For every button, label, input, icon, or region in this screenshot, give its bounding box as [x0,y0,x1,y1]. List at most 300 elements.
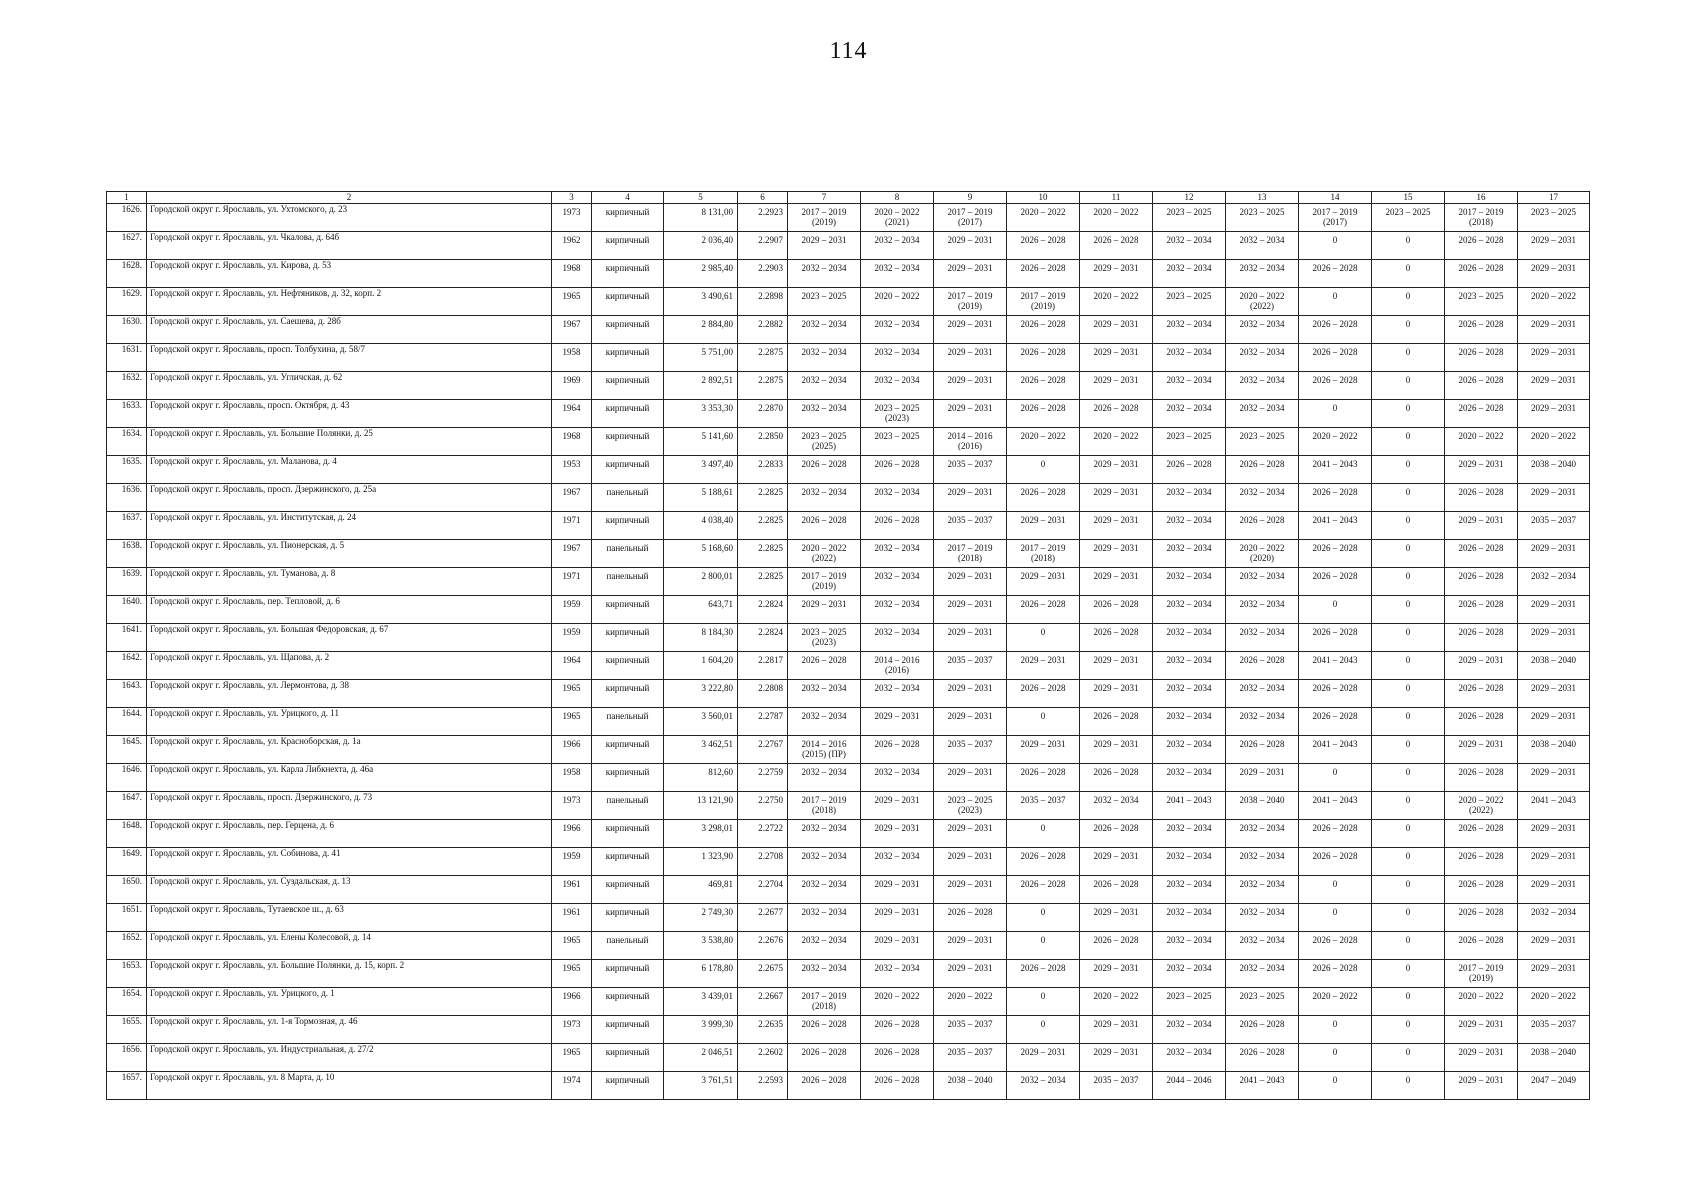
table-cell: 2026 – 2028 [1226,1044,1299,1072]
table-cell: 2 892,51 [664,372,738,400]
table-cell: 2026 – 2028 [1445,232,1518,260]
table-cell: 1631. [107,344,147,372]
table-cell: 2026 – 2028 [1080,932,1153,960]
table-cell: 2032 – 2034 [1153,820,1226,848]
table-cell: 2014 – 2016 (2015) (ПР) [788,736,861,764]
table-cell: 0 [1372,1072,1445,1100]
table-cell: 2032 – 2034 [1153,232,1226,260]
table-cell: Городской округ г. Ярославль, ул. Карла Либкнехта, д. 46а [147,764,552,792]
table-cell: 1656. [107,1044,147,1072]
table-cell: Городской округ г. Ярославль, ул. Индустриальная, д. 27/2 [147,1044,552,1072]
table-cell: кирпичный [592,512,664,540]
table-cell: 2032 – 2034 [1153,708,1226,736]
table-cell: 2032 – 2034 [861,960,934,988]
table-cell: 2032 – 2034 [861,680,934,708]
table-cell: 1967 [552,540,592,568]
column-header: 12 [1153,192,1226,204]
table-cell: 2017 – 2019 (2018) [1445,204,1518,232]
table-cell: 2032 – 2034 [788,848,861,876]
table-cell: панельный [592,568,664,596]
table-cell: 2026 – 2028 [1007,680,1080,708]
table-cell: 2032 – 2034 [1226,876,1299,904]
table-cell: 2.2593 [738,1072,788,1100]
table-cell: 0 [1372,708,1445,736]
table-cell: 2.2750 [738,792,788,820]
table-cell: 2032 – 2034 [1226,960,1299,988]
table-cell: 2026 – 2028 [1299,960,1372,988]
table-cell: 2026 – 2028 [1445,848,1518,876]
page-number: 114 [829,38,868,64]
table-cell: Городской округ г. Ярославль, ул. Маланова, д. 4 [147,456,552,484]
table-cell: панельный [592,540,664,568]
table-cell: Городской округ г. Ярославль, ул. Туманова, д. 8 [147,568,552,596]
table-cell: 2020 – 2022 [1518,428,1590,456]
table-cell: 2026 – 2028 [1007,596,1080,624]
table-cell: 2026 – 2028 [1445,400,1518,428]
table-cell: 2032 – 2034 [788,932,861,960]
table-cell: 2032 – 2034 [1153,260,1226,288]
table-cell: 3 298,01 [664,820,738,848]
table-body [107,204,1590,1100]
table-cell: 2032 – 2034 [788,708,861,736]
table-cell: Городской округ г. Ярославль, ул. Угличская, д. 62 [147,372,552,400]
table-cell: 2029 – 2031 [1518,680,1590,708]
table-cell: 2026 – 2028 [1299,260,1372,288]
table-cell: 2026 – 2028 [1080,624,1153,652]
table-cell: 8 184,30 [664,624,738,652]
table-cell: 2041 – 2043 [1518,792,1590,820]
table-cell: Городской округ г. Ярославль, ул. Большая Федоровская, д. 67 [147,624,552,652]
table-cell: 2035 – 2037 [1080,1072,1153,1100]
table-cell: 2032 – 2034 [861,540,934,568]
table-row [107,1044,1590,1072]
table-cell: 1959 [552,848,592,876]
table-cell: кирпичный [592,736,664,764]
table-cell: 2026 – 2028 [788,652,861,680]
table-cell: 2032 – 2034 [1153,680,1226,708]
table-cell: 2038 – 2040 [934,1072,1007,1100]
table-cell: 2017 – 2019 (2019) [1445,960,1518,988]
table-cell: 2029 – 2031 [861,708,934,736]
table-cell: 2.2602 [738,1044,788,1072]
table-cell: 2026 – 2028 [1007,372,1080,400]
table-cell: 2032 – 2034 [1226,708,1299,736]
table-cell: 0 [1007,456,1080,484]
table-cell: 2029 – 2031 [1518,624,1590,652]
table-row [107,232,1590,260]
table-cell: 2032 – 2034 [1153,624,1226,652]
table-cell: 1966 [552,736,592,764]
table-cell: 1968 [552,428,592,456]
table-cell: 2.2704 [738,876,788,904]
table-row [107,428,1590,456]
table-cell: 2029 – 2031 [1518,820,1590,848]
table-cell: 1973 [552,1016,592,1044]
table-cell: 1962 [552,232,592,260]
table-cell: 0 [1372,540,1445,568]
table-cell: 2017 – 2019 (2018) [788,988,861,1016]
table-cell: панельный [592,932,664,960]
table-cell: 2029 – 2031 [1080,1044,1153,1072]
table-cell: 2032 – 2034 [788,904,861,932]
table-cell: 3 999,30 [664,1016,738,1044]
table-cell: 2017 – 2019 (2018) [934,540,1007,568]
table-cell: 1637. [107,512,147,540]
table-cell: кирпичный [592,232,664,260]
table-row [107,288,1590,316]
table-cell: 2.2824 [738,624,788,652]
table-cell: 2026 – 2028 [1299,484,1372,512]
table-cell: Городской округ г. Ярославль, ул. Институтская, д. 24 [147,512,552,540]
table-cell: 2026 – 2028 [788,1044,861,1072]
table-cell: 2032 – 2034 [1226,484,1299,512]
table-cell: 1643. [107,680,147,708]
table-cell: 2020 – 2022 [1299,428,1372,456]
table-cell: 2026 – 2028 [1299,344,1372,372]
table-cell: 1638. [107,540,147,568]
table-row [107,624,1590,652]
table-cell: 2017 – 2019 (2019) [1007,288,1080,316]
table-cell: 0 [1372,876,1445,904]
table-cell: 2029 – 2031 [1518,596,1590,624]
table-cell: 2029 – 2031 [1518,764,1590,792]
table-cell: 2026 – 2028 [1445,624,1518,652]
table-cell: 2032 – 2034 [788,316,861,344]
table-cell: 2020 – 2022 [1007,428,1080,456]
table-cell: 0 [1372,792,1445,820]
table-cell: 812,60 [664,764,738,792]
table-cell: 2026 – 2028 [1080,596,1153,624]
table-cell: 2.2667 [738,988,788,1016]
table-cell: 2026 – 2028 [861,456,934,484]
table-cell: 2023 – 2025 (2025) [788,428,861,456]
table-cell: 0 [1372,400,1445,428]
column-header: 4 [592,192,664,204]
table-cell: 2029 – 2031 [934,260,1007,288]
table-row [107,904,1590,932]
table-cell: 2041 – 2043 [1299,652,1372,680]
table-cell: 2.2635 [738,1016,788,1044]
table-cell: 2041 – 2043 [1299,456,1372,484]
table-cell: 2032 – 2034 [1153,400,1226,428]
table-cell: Городской округ г. Ярославль, просп. Толбухина, д. 58/7 [147,344,552,372]
table-cell: 2032 – 2034 [1226,232,1299,260]
table-cell: 1967 [552,316,592,344]
table-cell: 2029 – 2031 [861,792,934,820]
table-cell: 2029 – 2031 [1518,960,1590,988]
table-cell: 0 [1299,232,1372,260]
table-cell: 2026 – 2028 [1299,568,1372,596]
table-cell: 2032 – 2034 [1518,904,1590,932]
table-cell: 2029 – 2031 [934,848,1007,876]
table-cell: 2032 – 2034 [861,344,934,372]
table-cell: кирпичный [592,904,664,932]
table-cell: 5 751,00 [664,344,738,372]
table-cell: 2026 – 2028 [861,1072,934,1100]
table-cell: 2026 – 2028 [1226,652,1299,680]
table-cell: 2026 – 2028 [1226,456,1299,484]
table-cell: 2029 – 2031 [1080,848,1153,876]
table-cell: 2026 – 2028 [1007,848,1080,876]
table-cell: Городской округ г. Ярославль, ул. Урицкого, д. 1 [147,988,552,1016]
table-row [107,372,1590,400]
table-cell: 1640. [107,596,147,624]
table-cell: 2029 – 2031 [1518,400,1590,428]
table-cell: 2041 – 2043 [1299,512,1372,540]
column-header: 11 [1080,192,1153,204]
table-cell: 0 [1372,484,1445,512]
table-cell: 1650. [107,876,147,904]
table-cell: 2029 – 2031 [1080,904,1153,932]
table-cell: 0 [1007,904,1080,932]
table-cell: 2023 – 2025 [1445,288,1518,316]
table-cell: 2032 – 2034 [861,596,934,624]
table-cell: 1964 [552,652,592,680]
table-cell: 2026 – 2028 [1445,904,1518,932]
table-cell: 2032 – 2034 [1226,680,1299,708]
table-cell: 2023 – 2025 [861,428,934,456]
table-cell: 2.2808 [738,680,788,708]
table-cell: 1653. [107,960,147,988]
table-cell: 1645. [107,736,147,764]
table-cell: 2032 – 2034 [1153,540,1226,568]
table-cell: 0 [1299,1044,1372,1072]
table-cell: 2026 – 2028 [1007,232,1080,260]
table-cell: 2029 – 2031 [1518,484,1590,512]
table-cell: 3 353,30 [664,400,738,428]
table-cell: Городской округ г. Ярославль, ул. Собинова, д. 41 [147,848,552,876]
table-cell: 2.2759 [738,764,788,792]
table-cell: 0 [1007,1016,1080,1044]
table-cell: 1651. [107,904,147,932]
table-row [107,848,1590,876]
table-cell: 2029 – 2031 [1445,1044,1518,1072]
table-cell: 2020 – 2022 [861,288,934,316]
table-cell: 1647. [107,792,147,820]
table-cell: 2020 – 2022 [1518,288,1590,316]
table-cell: Городской округ г. Ярославль, ул. Большие Полянки, д. 15, корп. 2 [147,960,552,988]
table-cell: 2029 – 2031 [934,708,1007,736]
table-cell: 0 [1299,596,1372,624]
table-cell: 2017 – 2019 (2018) [788,792,861,820]
table-cell: 2032 – 2034 [861,316,934,344]
table-cell: 2020 – 2022 [861,988,934,1016]
table-cell: 2032 – 2034 [1226,344,1299,372]
table-cell: 1968 [552,260,592,288]
table-cell: 2029 – 2031 [788,596,861,624]
table-cell: 469,81 [664,876,738,904]
table-row [107,204,1590,232]
table-cell: 0 [1372,260,1445,288]
table-cell: 2032 – 2034 [1153,932,1226,960]
table-cell: 2020 – 2022 (2020) [1226,540,1299,568]
table-cell: 2 884,80 [664,316,738,344]
table-cell: 2 036,40 [664,232,738,260]
table-cell: 0 [1372,316,1445,344]
table-cell: 2026 – 2028 [788,456,861,484]
table-cell: 2032 – 2034 [788,764,861,792]
table-cell: 3 497,40 [664,456,738,484]
table-cell: 2029 – 2031 [1226,764,1299,792]
table-cell: 2032 – 2034 [1080,792,1153,820]
table-row [107,400,1590,428]
table-row [107,344,1590,372]
table-cell: 2029 – 2031 [1007,512,1080,540]
table-cell: 1655. [107,1016,147,1044]
table-cell: 2.2722 [738,820,788,848]
table-cell: 2032 – 2034 [1153,316,1226,344]
table-cell: 2032 – 2034 [788,260,861,288]
table-cell: 0 [1372,932,1445,960]
table-cell: 2.2898 [738,288,788,316]
table-cell: 2035 – 2037 [934,652,1007,680]
table-cell: 1969 [552,372,592,400]
table-cell: Городской округ г. Ярославль, ул. Нефтяников, д. 32, корп. 2 [147,288,552,316]
table-cell: 2026 – 2028 [1080,708,1153,736]
table-cell: 6 178,80 [664,960,738,988]
table-cell: 2026 – 2028 [1299,708,1372,736]
table-cell: 2020 – 2022 [1445,988,1518,1016]
table-cell: кирпичный [592,316,664,344]
table-cell: 2026 – 2028 [1007,960,1080,988]
table-row [107,484,1590,512]
table-cell: 2026 – 2028 [1299,316,1372,344]
table-cell: 2029 – 2031 [1445,736,1518,764]
table-cell: 2029 – 2031 [1518,316,1590,344]
table-cell: Городской округ г. Ярославль, пер. Герцена, д. 6 [147,820,552,848]
table-cell: 1974 [552,1072,592,1100]
table-cell: 5 168,60 [664,540,738,568]
table-cell: 2017 – 2019 (2019) [788,568,861,596]
table-cell: Городской округ г. Ярославль, ул. Урицкого, д. 11 [147,708,552,736]
table-cell: 0 [1299,400,1372,428]
table-cell: 2020 – 2022 [934,988,1007,1016]
table-cell: 2020 – 2022 (2022) [1445,792,1518,820]
table-cell: 0 [1372,764,1445,792]
table-cell: 2023 – 2025 [1153,428,1226,456]
table-cell: 0 [1372,680,1445,708]
table-row [107,988,1590,1016]
table-cell: 2029 – 2031 [1080,1016,1153,1044]
table-cell: 0 [1372,820,1445,848]
table-cell: Городской округ г. Ярославль, Тутаевское ш., д. 63 [147,904,552,932]
table-cell: 1971 [552,512,592,540]
table-cell: 1964 [552,400,592,428]
table-row [107,820,1590,848]
table-cell: Городской округ г. Ярославль, ул. Лермонтова, д. 38 [147,680,552,708]
table-cell: Городской округ г. Ярославль, ул. Чкалова, д. 64б [147,232,552,260]
table-cell: Городской округ г. Ярославль, просп. Октября, д. 43 [147,400,552,428]
table-cell: 2.2825 [738,540,788,568]
table-cell: 2032 – 2034 [1226,904,1299,932]
table-cell: 2029 – 2031 [1518,932,1590,960]
table-cell: 2035 – 2037 [934,1016,1007,1044]
column-header: 16 [1445,192,1518,204]
table-cell: 2.2875 [738,372,788,400]
table-cell: 2.2825 [738,568,788,596]
table-cell: кирпичный [592,764,664,792]
table-cell: 2023 – 2025 [1518,204,1590,232]
table-cell: 2.2787 [738,708,788,736]
table-row [107,456,1590,484]
table-cell: 2020 – 2022 (2021) [861,204,934,232]
table-cell: 2023 – 2025 [1372,204,1445,232]
table-cell: 2026 – 2028 [1445,764,1518,792]
table-cell: 0 [1372,344,1445,372]
table-cell: 0 [1372,232,1445,260]
table-cell: кирпичный [592,1044,664,1072]
table-cell: 3 462,51 [664,736,738,764]
table-cell: 2.2675 [738,960,788,988]
table-cell: 2035 – 2037 [934,1044,1007,1072]
table-cell: 1953 [552,456,592,484]
table-row [107,512,1590,540]
table-cell: 2029 – 2031 [1007,652,1080,680]
table-cell: кирпичный [592,260,664,288]
table-cell: 0 [1007,820,1080,848]
table-cell: 2029 – 2031 [1080,736,1153,764]
table-cell: 1961 [552,904,592,932]
table-cell: 1 323,90 [664,848,738,876]
table-cell: 2029 – 2031 [1080,568,1153,596]
table-cell: Городской округ г. Ярославль, ул. Елены Колесовой, д. 14 [147,932,552,960]
table-cell: 2017 – 2019 (2017) [934,204,1007,232]
table-cell: кирпичный [592,988,664,1016]
table-cell: 0 [1299,1016,1372,1044]
table-cell: 1966 [552,988,592,1016]
table-cell: 2029 – 2031 [934,596,1007,624]
table-cell: 2026 – 2028 [1007,400,1080,428]
table-cell: 2023 – 2025 [1153,988,1226,1016]
table-row [107,960,1590,988]
table-cell: 2026 – 2028 [788,1072,861,1100]
table-cell: 2026 – 2028 [1445,932,1518,960]
column-header: 10 [1007,192,1080,204]
table-cell: 2023 – 2025 [1153,288,1226,316]
table-cell: 1965 [552,680,592,708]
table-cell: 1648. [107,820,147,848]
table-cell: 2029 – 2031 [1007,736,1080,764]
column-header: 8 [861,192,934,204]
table-cell: 2026 – 2028 [934,904,1007,932]
table-cell: кирпичный [592,960,664,988]
table-cell: 1654. [107,988,147,1016]
table-cell: 2029 – 2031 [1518,232,1590,260]
table-cell: Городской округ г. Ярославль, ул. 8 Марта, д. 10 [147,1072,552,1100]
table-cell: 2029 – 2031 [934,680,1007,708]
table-cell: 0 [1372,1016,1445,1044]
register-table [106,191,1590,1100]
table-cell: 2023 – 2025 (2023) [788,624,861,652]
table-cell: 2047 – 2049 [1518,1072,1590,1100]
table-cell: 1971 [552,568,592,596]
table-cell: Городской округ г. Ярославль, ул. Пионерская, д. 5 [147,540,552,568]
table-cell: 2 985,40 [664,260,738,288]
table-cell: 2032 – 2034 [861,764,934,792]
table-cell: 2029 – 2031 [1080,484,1153,512]
table-cell: 1657. [107,1072,147,1100]
table-cell: 2014 – 2016 (2016) [861,652,934,680]
table-cell: 2029 – 2031 [1518,848,1590,876]
table-cell: 2032 – 2034 [1153,876,1226,904]
table-cell: 1628. [107,260,147,288]
table-cell: 0 [1007,988,1080,1016]
table-cell: кирпичный [592,1072,664,1100]
table-cell: 0 [1007,932,1080,960]
table-cell: 2023 – 2025 (2023) [861,400,934,428]
table-cell: 2029 – 2031 [1518,344,1590,372]
table-cell: 2029 – 2031 [1445,652,1518,680]
